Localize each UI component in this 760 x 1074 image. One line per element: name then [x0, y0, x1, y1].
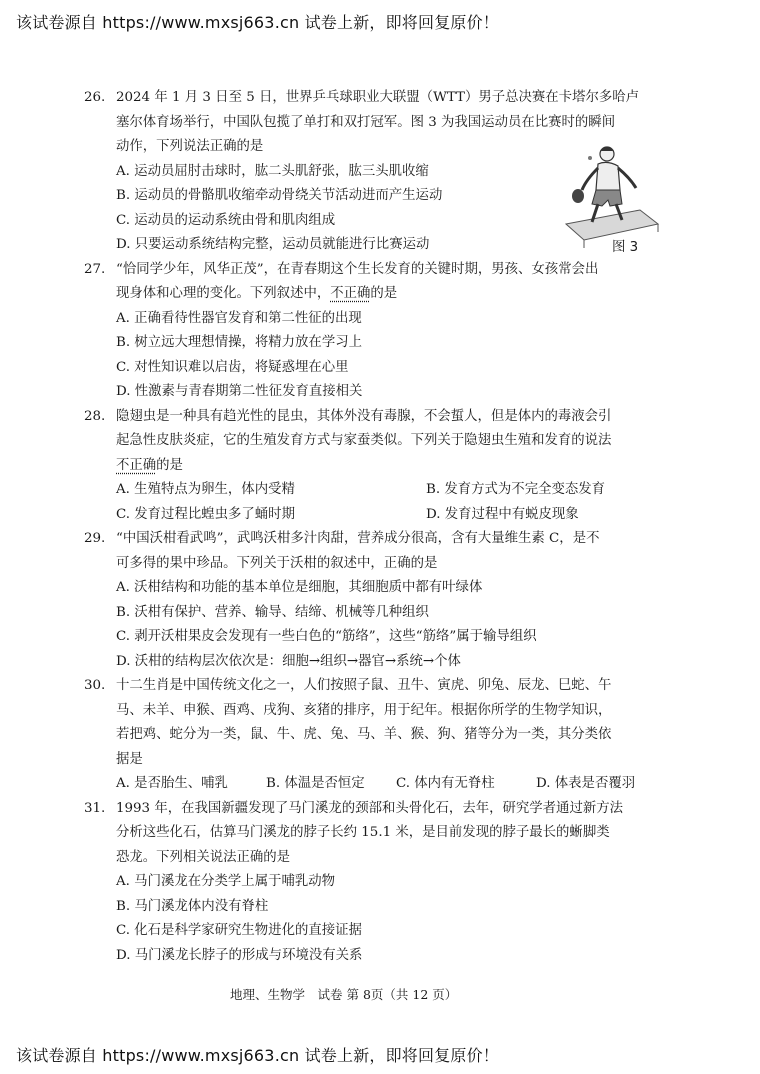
option-row	[86, 772, 666, 797]
question-number: 29.	[84, 531, 106, 546]
question-stem-line: 可多得的果中珍品。下列关于沃柑的叙述中，正确的是	[116, 555, 438, 571]
source-banner-bottom: 该试卷源自 https://www.mxsj663.cn 试卷上新，即将回复原价！	[16, 1046, 499, 1065]
question-27	[86, 258, 666, 405]
option-b: B. 马门溪龙体内没有脊柱	[116, 898, 269, 914]
option-d: D. 性激素与青春期第二性征发育直接相关	[116, 384, 363, 399]
question-28	[86, 405, 666, 528]
question-stem-line: 分析这些化石，估算马门溪龙的脖子长约 15.1 米，是目前发现的脖子最长的蜥脚类	[116, 825, 610, 840]
option-b: B. 体温是否恒定	[266, 776, 365, 791]
question-number: 31.	[84, 800, 106, 816]
option-d: D. 体表是否覆羽	[536, 776, 636, 791]
question-number: 27.	[84, 261, 106, 277]
option-a: A. 生殖特点为卵生，体内受精	[116, 482, 295, 497]
option-a: A. 运动员屈肘击球时，肱二头肌舒张，肱三头肌收缩	[116, 163, 429, 179]
question-stem-line: 起急性皮肤炎症，它的生殖发育方式与家蚕类似。下列关于隐翅虫生殖和发育的说法	[116, 433, 612, 448]
option-b: B. 运动员的骨骼肌收缩牵动骨绕关节活动进而产生运动	[116, 188, 443, 203]
option-c: C. 运动员的运动系统由骨和肌肉组成	[116, 212, 336, 228]
question-stem-line: “中国沃柑看武鸣”，武鸣沃柑多汁肉甜，营养成分很高，含有大量维生素 C，是不	[116, 531, 600, 546]
question-stem-line	[86, 282, 666, 307]
question-stem-line: 马、未羊、申猴、酉鸡、戌狗、亥猪的排序，用于纪年。根据你所学的生物学知识，	[116, 702, 612, 718]
option-d: D. 发育过程中有蜕皮现象	[426, 506, 579, 522]
question-stem-line: 2024 年 1 月 3 日至 5 日，世界乒乓球职业大联盟（WTT）男子总决赛在卡塔尔多哈卢	[116, 90, 640, 105]
option-row	[86, 478, 666, 503]
question-number: 30.	[84, 678, 106, 693]
question-31	[86, 797, 666, 969]
option-a: A. 正确看待性器官发育和第二性征的出现	[116, 310, 362, 326]
option-row	[86, 503, 666, 528]
option-a: A. 沃柑结构和功能的基本单位是细胞，其细胞质中都有叶绿体	[116, 580, 483, 595]
emphasis-not-correct: 不正确	[330, 286, 371, 301]
question-stem-line: 十二生肖是中国传统文化之一，人们按照子鼠、丑牛、寅虎、卯兔、辰龙、巳蛇、午	[116, 678, 612, 693]
stem-text: 现身体和心理的变化。下列叙述中，	[116, 286, 331, 301]
question-number: 26.	[84, 90, 106, 105]
question-stem-line: 据是	[116, 751, 143, 767]
question-stem-line: 塞尔体育场举行，中国队包揽了单打和双打冠军。图 3 为我国运动员在比赛时的瞬间	[116, 114, 616, 130]
option-c: C. 体内有无脊柱	[396, 776, 495, 791]
question-stem-line: “恰同学少年，风华正茂”，在青春期这个生长发育的关键时期，男孩、女孩常会出	[116, 261, 599, 277]
option-b: B. 发育方式为不完全变态发育	[426, 482, 606, 497]
emphasis-not-correct: 不正确	[116, 457, 157, 473]
figure-3-label: 图 3	[612, 240, 639, 255]
option-b: B. 沃柑有保护、营养、输导、结缔、机械等几种组织	[116, 604, 429, 620]
question-stem-line: 若把鸡、蛇分为一类，鼠、牛、虎、兔、马、羊、猴、狗、猪等分为一类，其分类依	[116, 727, 612, 742]
option-a: A. 是否胎生、哺乳	[116, 776, 228, 791]
question-stem-line: 隐翅虫是一种具有趋光性的昆虫，其体外没有毒腺，不会蜇人，但是体内的毒液会引	[116, 408, 612, 424]
source-banner-top: 该试卷源自 https://www.mxsj663.cn 试卷上新，即将回复原价！	[16, 13, 499, 32]
question-stem-line: 恐龙。下列相关说法正确的是	[116, 849, 291, 865]
page-footer: 地理、生物学 试卷 第 8页（共 12 页）	[230, 987, 458, 1002]
option-b: B. 树立远大理想情操，将精力放在学习上	[116, 335, 362, 350]
question-29	[86, 527, 666, 674]
question-30	[86, 674, 666, 797]
option-c: C. 化石是科学家研究生物进化的直接证据	[116, 923, 362, 938]
option-d: D. 马门溪龙长脖子的形成与环境没有关系	[116, 947, 363, 963]
question-stem-line	[86, 454, 666, 479]
question-number: 28.	[84, 408, 106, 424]
option-c: C. 发育过程比蝗虫多了蛹时期	[116, 506, 295, 522]
question-stem-line: 动作，下列说法正确的是	[116, 139, 264, 154]
stem-text: 的是	[156, 457, 183, 473]
stem-text: 的是	[370, 286, 398, 301]
option-a: A. 马门溪龙在分类学上属于哺乳动物	[116, 874, 336, 889]
option-c: C. 剥开沃柑果皮会发现有一些白色的“筋络”，这些“筋络”属于输导组织	[116, 629, 537, 644]
question-stem-line: 1993 年，在我国新疆发现了马门溪龙的颈部和头骨化石，去年，研究学者通过新方法	[116, 800, 624, 816]
option-d: D. 只要运动系统结构完整，运动员就能进行比赛运动	[116, 237, 430, 252]
option-c: C. 对性知识难以启齿，将疑惑埋在心里	[116, 359, 349, 375]
option-d: D. 沃柑的结构层次依次是：细胞→组织→器官→系统→个体	[116, 653, 461, 669]
